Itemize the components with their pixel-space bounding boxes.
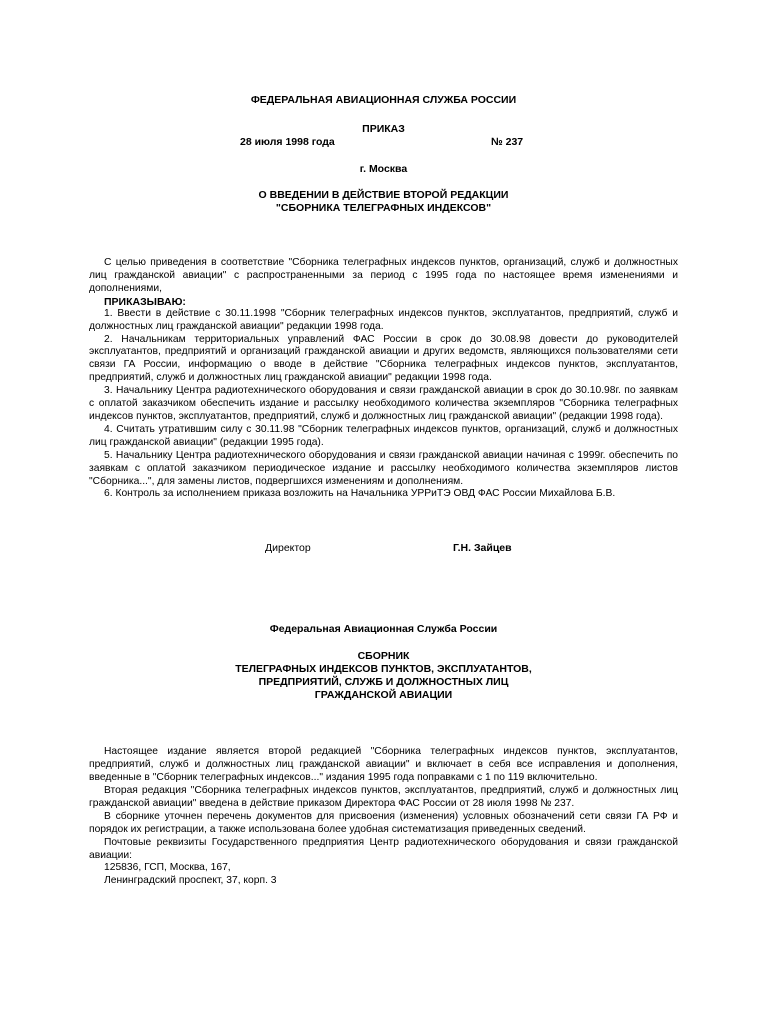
- order-date: 28 июля 1998 года: [240, 136, 335, 148]
- order-subject-line-1: О ВВЕДЕНИИ В ДЕЙСТВИЕ ВТОРОЙ РЕДАКЦИИ: [258, 189, 509, 201]
- order-item-6: 6. Контроль за исполнением приказа возложить на Начальника УРРиТЭ ОВД ФАС России Михайлова Б.В.: [104, 488, 616, 500]
- order-item-3: 3. Начальнику Центра радиотехнического оборудования и связи гражданской авиации в срок до 30.10.98г. по заявкам с оплатой заказчиком обеспечить издание и рассылку необходимого количества экземпляров "Сборника телеграфных индексов пунктов, эксплуатантов, предприятий, служб и должностных лиц гражданской авиации" (редакции 1998 года).: [89, 385, 678, 422]
- order-title: ПРИКАЗ: [362, 123, 405, 135]
- order-item-2: 2. Начальникам территориальных управлений ФАС России в срок до 30.08.98 довести до руководителей эксплуатантов, предприятий и организаций гражданской авиации и других ведомств, являющихся пользователями сети связи ГА России, информацию о вводе в действие "Сборника телеграфных индексов пунктов, эксплуатантов, предприятий, служб и должностных лиц гражданской авиации" редакции 1998 года.: [89, 333, 678, 384]
- signatory-role: Директор: [265, 542, 311, 555]
- collection-title-line-2: ТЕЛЕГРАФНЫХ ИНДЕКСОВ ПУНКТОВ, ЭКСПЛУАТАНТОВ,: [235, 663, 532, 676]
- signatory-name: Г.Н. Зайцев: [453, 542, 512, 555]
- postal-address: [89, 862, 678, 888]
- order-body: [89, 257, 678, 501]
- order-number: № 237: [491, 136, 524, 148]
- order-item-4: 4. Считать утратившим силу с 30.11.98 "Сборник телеграфных индексов пунктов, организаций, служб и должностных лиц гражданской авиации" (редакции 1995 года).: [89, 423, 678, 448]
- order-city: г. Москва: [359, 163, 408, 175]
- order-item-1: 1. Ввести в действие с 30.11.1998 "Сборник телеграфных индексов пунктов, эксплуатантов, предприятий, служб и должностных лиц гражданской авиации" редакции 1998 года.: [89, 307, 678, 332]
- collection-title-line-4: ГРАЖДАНСКОЙ АВИАЦИИ: [314, 689, 453, 702]
- collection-preface: [89, 746, 678, 888]
- preface-paragraph-4: Почтовые реквизиты Государственного предприятия Центр радиотехнического оборудования и связи гражданской авиации:: [89, 836, 678, 861]
- preface-paragraph-2: Вторая редакция "Сборника телеграфных индексов пунктов, эксплуатантов, предприятий, служб и должностных лиц гражданской авиации" введена в действие приказом Директора ФАС России от 28 июля 1998 № 237.: [89, 785, 678, 809]
- order-subject-line-2: "СБОРНИКА ТЕЛЕГРАФНЫХ ИНДЕКСОВ": [275, 202, 492, 214]
- order-decree-word: ПРИКАЗЫВАЮ:: [104, 295, 186, 308]
- agency-heading: ФЕДЕРАЛЬНАЯ АВИАЦИОННАЯ СЛУЖБА РОССИИ: [250, 94, 517, 106]
- order-date-number-line: [89, 136, 678, 149]
- collection-title-line-3: ПРЕДПРИЯТИЙ, СЛУЖБ И ДОЛЖНОСТНЫХ ЛИЦ: [258, 676, 509, 689]
- preface-paragraph-1: Настоящее издание является второй редакцией "Сборника телеграфных индексов пунктов, эксплуатантов, предприятий, служб и должностных лиц гражданской авиации" и включает в себя все исправления и дополнения, введенные в "Сборник телеграфных индексов..." издания 1995 года поправками с 1 по 119 включительно.: [89, 746, 678, 784]
- collection-agency: Федеральная Авиационная Служба России: [269, 623, 498, 636]
- collection-title: [89, 650, 678, 702]
- address-line-1: 125836, ГСП, Москва, 167,: [104, 862, 231, 874]
- collection-title-line-1: СБОРНИК: [357, 650, 410, 663]
- signature-block: [89, 542, 678, 555]
- preface-paragraph-3: В сборнике уточнен перечень документов для присвоения (изменения) условных обозначений сети связи ГА РФ и порядок их регистрации, а также использована более удобная систематизация приведенных сведений.: [89, 810, 678, 835]
- order-subject: [89, 189, 678, 215]
- order-item-5: 5. Начальнику Центра радиотехнического оборудования и связи гражданской авиации начиная с 1999г. обеспечить по заявкам с оплатой заказчиком периодическое издание и рассылку необходимого количества экземпляров листов "Сборника...", для замены листов, подвергшихся изменениям и дополнениям.: [89, 449, 678, 487]
- order-intro-paragraph: С целью приведения в соответствие "Сборника телеграфных индексов пунктов, организаций, служб и должностных лиц гражданской авиации" с распространенными за период с 1995 года по настоящее время изменениями и дополнениями,: [89, 257, 678, 294]
- address-line-2: Ленинградский проспект, 37, корп. 3: [104, 875, 277, 887]
